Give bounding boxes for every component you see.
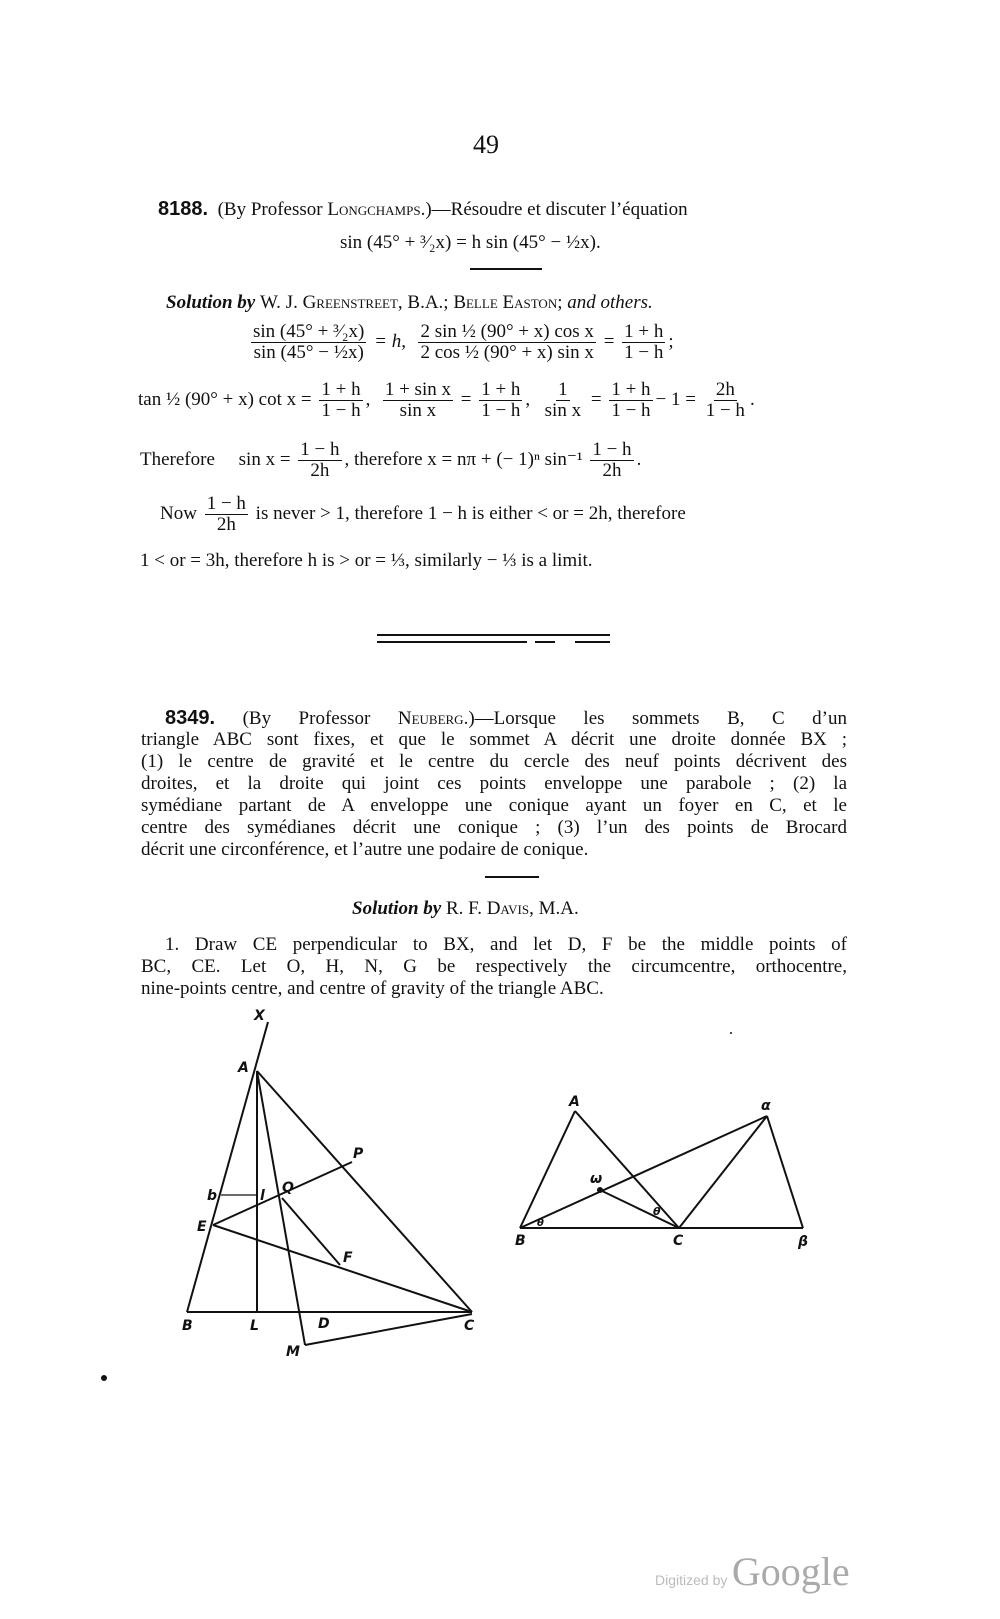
punct: . <box>636 448 642 470</box>
and-others: and others. <box>567 292 653 313</box>
numerator: 1 − h <box>592 439 632 460</box>
label-e: E <box>197 1219 207 1235</box>
solution-prefix: Solution by <box>352 898 442 919</box>
solvers: W. J. Greenstreet, B.A.; Belle Easton; <box>259 292 563 313</box>
numerator: 2 sin ½ (90° + x) cos x <box>420 321 594 342</box>
line-alpha-beta <box>767 1116 803 1228</box>
ink-spot <box>730 1032 732 1034</box>
line-bx <box>187 1022 268 1312</box>
line-mc <box>305 1314 472 1345</box>
question-8349-line: centre des symédianes décrit une conique ; (3) l’un des points de Brocard <box>141 817 847 838</box>
line-qf <box>282 1198 340 1265</box>
label-theta: θ <box>537 1218 544 1229</box>
solution-paragraph-line: nine-points centre, and centre of gravity of the triangle ABC. <box>141 978 604 999</box>
figure-2-brocard <box>520 1111 803 1228</box>
watermark-logo: Google <box>731 1549 850 1594</box>
label-c: C <box>673 1233 684 1249</box>
numerator: sin (45° + ³⁄₂x) <box>253 321 365 342</box>
label-a: A <box>238 1060 249 1076</box>
equals: = h, <box>374 330 406 352</box>
label-omega: ω <box>590 1171 603 1187</box>
line-omega-c <box>600 1190 679 1228</box>
equals: = <box>460 388 472 410</box>
label-d: D <box>318 1316 330 1332</box>
numerator: 1 + h <box>611 379 651 400</box>
denominator: 1 − h <box>705 400 745 421</box>
author: Longchamps.) <box>327 199 432 220</box>
page-number: 49 <box>473 130 499 159</box>
denominator: sin (45° − ½x) <box>253 342 364 363</box>
denominator: 1 − h <box>611 400 651 421</box>
by-text: (By Professor <box>217 199 323 220</box>
denominator: sin x <box>399 400 437 421</box>
solver: R. F. Davis, M.A. <box>445 898 579 919</box>
figure-1-labels <box>182 1008 475 1360</box>
punct: ; <box>668 330 674 352</box>
by-text: (By Professor <box>242 708 371 729</box>
brocard-point <box>597 1187 603 1193</box>
math-line-5: 1 < or = 3h, therefore h is > or = ⅓, similarly − ⅓ is a limit. <box>140 550 593 571</box>
punct: . <box>749 388 755 410</box>
label-l-small: l <box>260 1188 265 1204</box>
solution-paragraph-line: BC, CE. Let O, H, N, G be respectively the circumcentre, orthocentre, <box>141 956 847 977</box>
lead: tan ½ (90° + x) cot x = <box>138 388 312 410</box>
numerator: 1 − h <box>300 439 340 460</box>
denominator: 2h <box>216 514 236 535</box>
numerator: 1 − h <box>206 493 246 514</box>
denominator: 1 − h <box>624 342 664 363</box>
denominator: 2h <box>310 460 330 481</box>
now: Now <box>160 502 197 524</box>
line-am <box>257 1071 305 1345</box>
numerator: 1 + h <box>481 379 521 400</box>
equals: = <box>603 330 615 352</box>
author: Neuberg.) <box>397 708 475 729</box>
denominator: sin x <box>544 400 582 421</box>
label-m: M <box>286 1344 300 1360</box>
question-8349-line: droites, et la droite qui joint ces points enveloppe une parabole ; (2) la <box>141 773 847 794</box>
statement: —Résoudre et discuter l’équation <box>431 199 688 220</box>
label-b-small: b <box>207 1188 218 1204</box>
equation: sin (45° + ³⁄₂x) = h sin (45° − ½x). <box>340 232 601 253</box>
label-q: Q <box>282 1180 294 1196</box>
ink-spot <box>101 1375 107 1381</box>
numerator: 1 + sin x <box>384 379 451 400</box>
statement: —Lorsque les sommets B, C d’un <box>474 708 847 729</box>
line-ac <box>575 1111 679 1228</box>
label-b: B <box>515 1233 526 1249</box>
line-ab <box>520 1111 575 1228</box>
punct: , <box>365 388 371 410</box>
label-beta: β <box>798 1234 809 1250</box>
question-8349-line: (1) le centre de gravité et le centre du cercle des neuf points décrivent des <box>141 751 847 772</box>
question-8349-line: décrit une circonférence, et l’autre une podaire de conique. <box>141 839 589 860</box>
question-8349-line: symédiane partant de A enveloppe une conique ayant un foyer en C, et le <box>141 795 847 816</box>
condition-text: is never > 1, therefore 1 − h is either < or = 2h, therefore <box>255 502 686 524</box>
therefore: Therefore <box>140 448 215 470</box>
solution-paragraph-line: 1. Draw CE perpendicular to BX, and let D, F be the middle points of <box>165 934 847 955</box>
label-a: A <box>569 1094 580 1110</box>
denominator: 1 − h <box>481 400 521 421</box>
denominator: 2 cos ½ (90° + x) sin x <box>420 342 594 363</box>
label-x: X <box>254 1008 265 1024</box>
equals: = <box>590 388 602 410</box>
numerator: 1 + h <box>321 379 361 400</box>
watermark-text: Digitized by <box>655 1572 728 1588</box>
punct: , <box>525 388 531 410</box>
numerator: 1 <box>558 379 568 400</box>
figure-1-triangle-abc <box>187 1022 472 1345</box>
line-alpha-c <box>679 1116 767 1228</box>
watermark <box>655 1548 850 1595</box>
numerator: 2h <box>715 379 735 400</box>
label-b: B <box>182 1318 193 1334</box>
solution-prefix: Solution by <box>166 292 256 313</box>
numerator: 1 + h <box>624 321 664 342</box>
label-c: C <box>464 1318 475 1334</box>
label-theta: θ <box>653 1205 661 1218</box>
denominator: 2h <box>602 460 622 481</box>
minus-one: − 1 = <box>655 388 696 410</box>
label-alpha: α <box>761 1098 771 1114</box>
sin-x: sin x = <box>238 448 291 470</box>
denominator: 1 − h <box>321 400 361 421</box>
general-solution: , therefore x = nπ + (− 1)ⁿ sin⁻¹ <box>344 448 583 470</box>
question-number: 8349. <box>165 707 216 729</box>
label-p: P <box>353 1146 364 1162</box>
label-f: F <box>343 1250 353 1266</box>
question-number: 8188. <box>158 198 209 220</box>
question-8349-line: triangle ABC sont fixes, et que le sommet A décrit une droite donnée BX ; <box>141 729 847 750</box>
label-l: L <box>250 1318 259 1334</box>
